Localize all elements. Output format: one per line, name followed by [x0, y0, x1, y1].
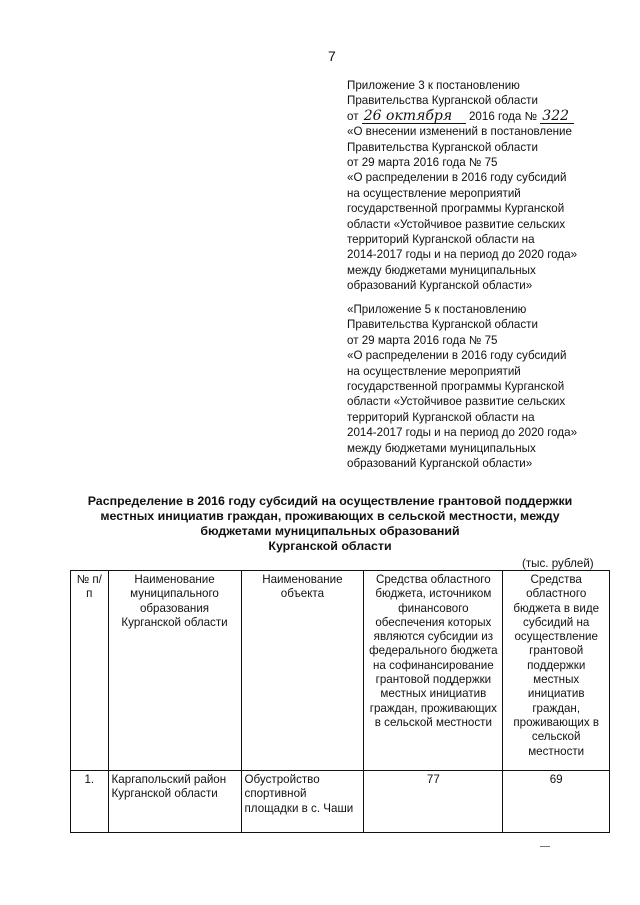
header-number: № п/п: [71, 571, 109, 771]
page-number: 7: [328, 48, 336, 64]
cell-object: Обустройство спортивной площадки в с. Чаши: [241, 771, 364, 833]
appendix-original-line: Правительства Курганской области: [347, 318, 538, 332]
appendix-header-line: 2014-2017 годы и на период до 2020 года»: [347, 248, 578, 262]
header-federal-cofinancing: Средства областного бюджета, источником финансового обеспечения которых являются субсидии из федерального бюджета на софинансирование грантовой поддержки местных инициатив граждан, проживающих в сельской местности: [364, 571, 503, 771]
appendix-header-line: Правительства Курганской области: [347, 94, 538, 108]
appendix-header-line: образований Курганской области»: [347, 279, 533, 293]
appendix-date-line: [347, 109, 627, 124]
appendix-header-line: области «Устойчивое развитие сельских: [347, 217, 566, 231]
date-prefix: от: [347, 109, 359, 123]
header-object: Наименование объекта: [241, 571, 364, 771]
appendix-header-line: «О распределении в 2016 году субсидий: [347, 171, 567, 185]
header-municipality: Наименование муниципального образования Курганской области: [108, 571, 241, 771]
appendix-original-line: от 29 марта 2016 года № 75: [347, 333, 498, 347]
table-row: [71, 771, 610, 833]
appendix-header-line: территорий Курганской области на: [347, 233, 535, 247]
appendix-original-line: на осуществление мероприятий: [347, 364, 521, 378]
appendix-original-line: 2014-2017 годы и на период до 2020 года»: [347, 426, 578, 440]
cell-municipality: Каргапольский район Курганской области: [108, 771, 241, 833]
appendix-original-line: образований Курганской области»: [347, 457, 533, 471]
date-suffix: 2016 года №: [468, 109, 538, 123]
appendix-header-line: Приложение 3 к постановлению: [347, 79, 520, 92]
appendix-original-line: «О распределении в 2016 году субсидий: [347, 349, 567, 363]
appendix-header-line: государственной программы Курганской: [347, 202, 565, 216]
appendix-header-line: «О внесении изменений в постановление: [347, 125, 572, 139]
title-line: местных инициатив граждан, проживающих в сельской местности, между: [100, 509, 560, 523]
title-line: бюджетами муниципальных образований: [200, 524, 460, 538]
scan-mark: [540, 846, 550, 847]
appendix-header-line: Правительства Курганской области: [347, 140, 538, 154]
appendix-original-line: территорий Курганской области на: [347, 410, 535, 424]
table-header-row: [71, 571, 610, 771]
header-regional-subsidy: Средства областного бюджета в виде субсидий на осуществление грантовой поддержки местных инициатив граждан, проживающих в сельской местности: [503, 571, 610, 771]
title-line: Распределение в 2016 году субсидий на осуществление грантовой поддержки: [87, 494, 573, 508]
appendix-original-line: между бюджетами муниципальных: [347, 441, 536, 455]
handwritten-number: 322: [540, 110, 574, 124]
cell-number: 1.: [71, 771, 109, 833]
appendix-original-line: государственной программы Курганской: [347, 380, 565, 394]
appendix-header-line: от 29 марта 2016 года № 75: [347, 156, 498, 170]
appendix-header-block: [347, 78, 627, 294]
appendix-header-line: между бюджетами муниципальных: [347, 263, 536, 277]
subsidy-table: [70, 570, 610, 833]
appendix-original-block: [347, 302, 627, 471]
handwritten-date: 26 октября: [362, 110, 466, 124]
cell-federal-cofinancing: 77: [364, 771, 503, 833]
title-line: Курганской области: [268, 539, 392, 553]
document-title: [70, 494, 590, 554]
appendix-header-line: на осуществление мероприятий: [347, 186, 521, 200]
cell-regional-subsidy: 69: [503, 771, 610, 833]
unit-note: (тыс. рублей): [522, 557, 594, 570]
appendix-original-line: «Приложение 5 к постановлению: [347, 303, 527, 316]
appendix-original-line: области «Устойчивое развитие сельских: [347, 395, 566, 409]
